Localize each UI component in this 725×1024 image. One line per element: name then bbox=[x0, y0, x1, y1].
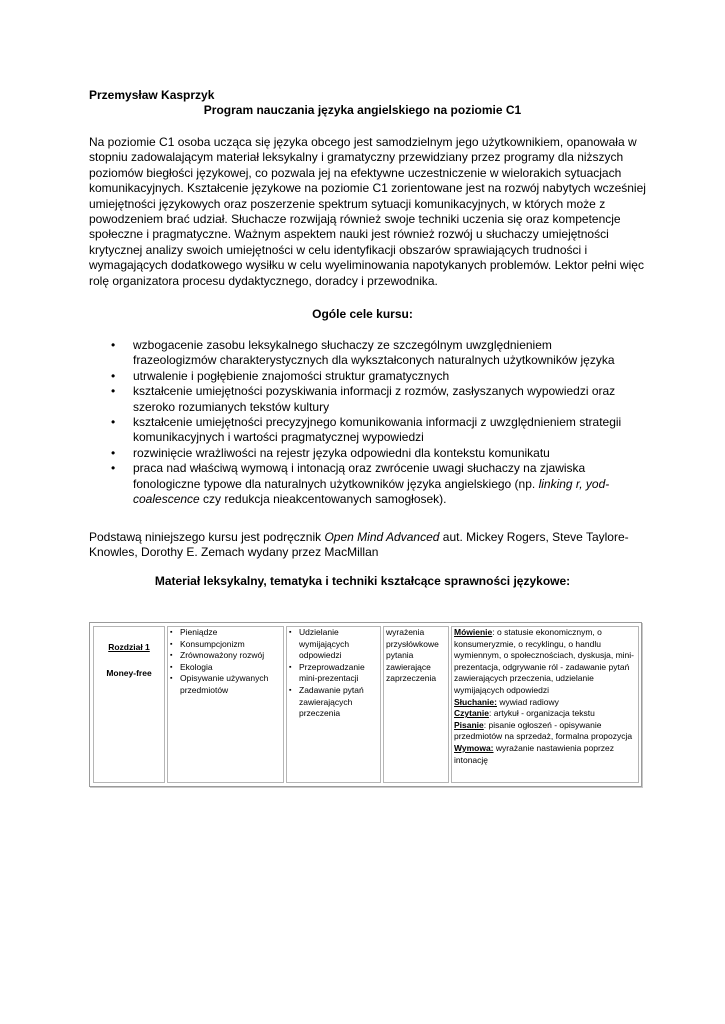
document-title: Program nauczania języka angielskiego na poziomie C1 bbox=[203, 103, 522, 117]
bullet-icon: • bbox=[111, 445, 116, 460]
intro-text: Na poziomie C1 osoba ucząca się języka obcego jest samodzielnym jego użytkownikiem, opanowała w stopniu zadowalającym materiał leksykalny i gramatyczny przewidziany przez programy dla niższych poziomów biegłości językowej, co pozwala jej na efektywne uczestniczenie w wielorakich sytuacjach komunikacyjnych. Kształcenie językowe na poziomie C1 zorientowane jest na rozwój nabytych wcześniej umiejętności językowych oraz poszerzenie spektrum sytuacji komunikacyjnych, w których może z powodzeniem brać udział. Słuchacze rozwijają również swoje techniki uczenia się oraz kompetencje społeczne i pragmatyczne. Ważnym aspektem nauki jest również rozwój u słuchaczy umiejętności krytycznej analizy swoich umiejętności w celu identyfikacji obszarów sprawiających trudności i wymagających dodatkowego wysiłku w celu wyeliminowania napotykanych problemów. Lektor pełni więc rolę organizatora procesu dydaktycznego, doradcy i przewodnika. bbox=[89, 135, 646, 288]
square-bullet-icon: ▪ bbox=[170, 652, 173, 660]
skill-speaking: Mówienie: o statusie ekonomicznym, o konsumeryzmie, o recyklingu, o handlu wymiennym, o społecznościach, dyskusja, mini-prezentacja, odgrywanie ról - zadawanie pytań zawierających przeczenia, udzielanie wymijających odpowiedzi bbox=[454, 627, 634, 695]
topic-item: ▪ Konsumpcjonizm bbox=[170, 638, 245, 649]
square-bullet-icon: ▪ bbox=[289, 686, 292, 694]
square-bullet-icon: ▪ bbox=[289, 663, 292, 671]
chapter-theme: Money-free bbox=[106, 667, 152, 678]
coursebook-info bbox=[89, 530, 634, 561]
goal-text: utrwalenie i pogłębienie znajomości struktur gramatycznych bbox=[133, 368, 450, 383]
goals-list bbox=[89, 338, 629, 507]
topic-item: ▪ Pieniądze bbox=[170, 627, 218, 637]
bullet-icon: • bbox=[111, 384, 116, 399]
skill-listening: Słuchanie: wywiad radiowy bbox=[454, 696, 559, 707]
goal-item bbox=[89, 369, 629, 384]
bullet-icon: • bbox=[111, 338, 116, 352]
topic-item: ▪ Zrównoważony rozwój bbox=[170, 650, 265, 661]
goal-text-b: czy redukcja nieakcentowanych samogłosek). bbox=[199, 492, 447, 507]
chapter-cell bbox=[93, 626, 165, 783]
skill-pronunciation: Wymowa: wyrażanie nastawienia poprzez intonację bbox=[454, 742, 615, 765]
goal-text-a: praca nad właściwą wymową i intonacją oraz zwrócenie uwagi słuchaczy na zjawiska fonologiczne typowe dla naturalnych użytkowników języka angielskiego (np. bbox=[133, 461, 586, 491]
goal-item bbox=[89, 338, 629, 369]
square-bullet-icon: ▪ bbox=[170, 663, 173, 671]
functions-list bbox=[287, 627, 380, 720]
square-bullet-icon: ▪ bbox=[170, 675, 173, 683]
grammar-cell: wyrażenia przysłówkowe pytania zawierające zaprzeczenia bbox=[383, 626, 449, 783]
coursebook-prefix: Podstawą niniejszego kursu jest podręcznik bbox=[89, 530, 325, 544]
skills-cell bbox=[451, 626, 639, 783]
goals-heading: Ogóle cele kursu: bbox=[312, 307, 413, 321]
goal-text: kształcenie umiejętności pozyskiwania informacji z rozmów, zasłyszanych wypowiedzi oraz szeroko rozumianych tekstów kultury bbox=[133, 384, 616, 414]
chapter-title: Rozdział 1 bbox=[108, 642, 150, 652]
function-item: ▪ Udzielanie wymijających odpowiedzi bbox=[289, 627, 350, 661]
function-item: ▪ Przeprowadzanie mini-prezentacji bbox=[289, 661, 365, 684]
syllabus-table bbox=[89, 622, 642, 787]
functions-cell bbox=[286, 626, 381, 783]
goal-item bbox=[89, 461, 629, 507]
goal-text: kształcenie umiejętności precyzyjnego komunikowania informacji z uwzględnieniem strategii komunikacyjnych i wartości pragmatycznej wypowiedzi bbox=[133, 415, 622, 445]
square-bullet-icon: ▪ bbox=[170, 640, 173, 648]
topic-item: ▪ Ekologia bbox=[170, 661, 213, 672]
topics-cell bbox=[167, 626, 284, 783]
coursebook-title: Open Mind Advanced bbox=[324, 530, 440, 544]
square-bullet-icon: ▪ bbox=[289, 629, 292, 636]
goal-text: rozwinięcie wrażliwości na rejestr języka odpowiedni dla kontekstu komunikatu bbox=[133, 445, 550, 460]
coursebook-suffix: aut. Mickey Rogers, Steve Taylore-Knowles, Dorothy E. Zemach wydany przez MacMillan bbox=[89, 530, 629, 560]
bullet-icon: • bbox=[111, 461, 116, 476]
skill-reading: Czytanie: artykuł - organizacja tekstu bbox=[454, 708, 595, 719]
bullet-icon: • bbox=[111, 368, 116, 383]
goal-item bbox=[89, 384, 629, 415]
square-bullet-icon: ▪ bbox=[170, 629, 173, 636]
function-item: ▪ Zadawanie pytań zawierających przeczenia bbox=[289, 684, 364, 719]
materials-heading: Materiał leksykalny, tematyka i techniki kształcące sprawności językowe: bbox=[154, 574, 571, 588]
skill-writing: Pisanie: pisanie ogłoszeń - opisywanie przedmiotów na sprzedaż, formalna propozycja bbox=[454, 719, 633, 742]
author-name: Przemysław Kasprzyk bbox=[89, 88, 215, 102]
goal-item bbox=[89, 446, 629, 461]
topic-item: ▪ Opisywanie używanych przedmiotów bbox=[170, 673, 269, 695]
topics-list bbox=[168, 627, 283, 697]
intro-paragraph bbox=[89, 135, 649, 289]
goal-item bbox=[89, 415, 629, 446]
goal-text-italic: linking r, yod-coalescence bbox=[133, 476, 610, 507]
goal-text: wzbogacenie zasobu leksykalnego słuchaczy ze szczególnym uwzględnieniem frazeologizmów charakterystycznych dla wykształconych naturalnych użytkowników języka bbox=[133, 338, 615, 368]
bullet-icon: • bbox=[111, 415, 116, 430]
